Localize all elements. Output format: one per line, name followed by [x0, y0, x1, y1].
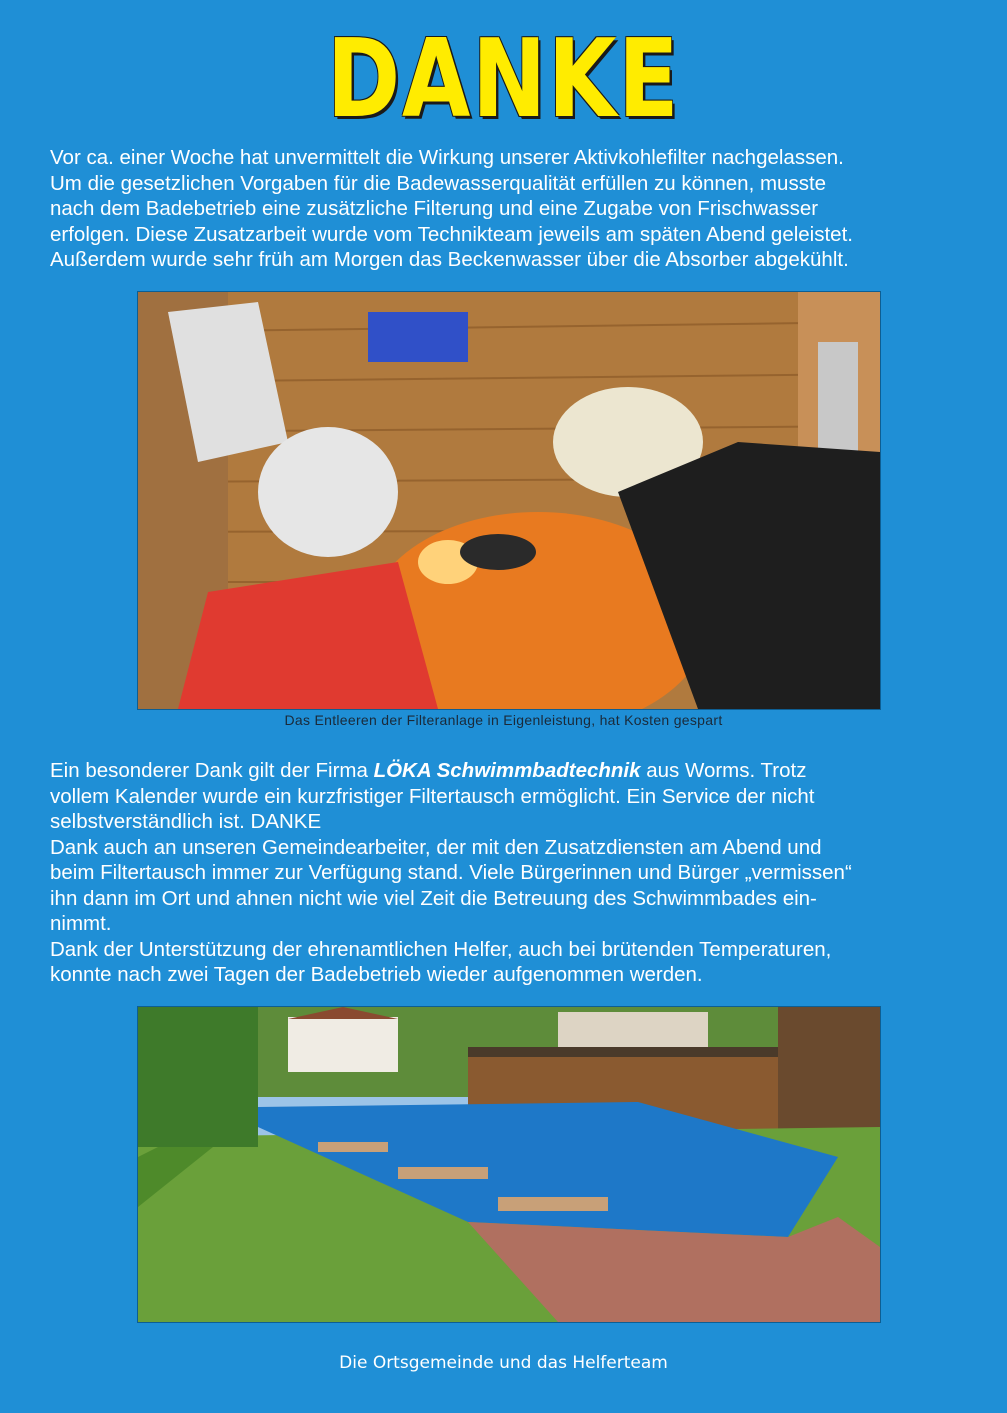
- swimming-pool-photo: [137, 1006, 881, 1323]
- thanks-line: Dank der Unterstützung der ehrenamtlichen Helfer, auch bei brütenden Temperaturen,: [50, 937, 832, 961]
- intro-line: erfolgen. Diese Zusatzarbeit wurde vom Technikteam jeweils am späten Abend geleistet.: [50, 222, 853, 246]
- photo-caption: Das Entleeren der Filteranlage in Eigenleistung, hat Kosten gespart: [284, 712, 723, 728]
- thanks-line: nimmt.: [50, 912, 112, 935]
- footer-signature: Die Ortsgemeinde und das Helferteam: [339, 1353, 668, 1373]
- thanks-paragraph: [50, 758, 960, 988]
- intro-line: Vor ca. einer Woche hat unvermittelt die Wirkung unserer Aktivkohlefilter nachgelassen.: [50, 146, 844, 169]
- intro-line: Außerdem wurde sehr früh am Morgen das Beckenwasser über die Absorber abgekühlt.: [50, 248, 849, 271]
- thanks-line: vollem Kalender wurde ein kurzfristiger Filtertausch ermöglicht. Ein Service der nicht: [50, 784, 815, 808]
- thanks-line: selbstverständlich ist. DANKE: [50, 810, 322, 833]
- thanks-line: konnte nach zwei Tagen der Badebetrieb wieder aufgenommen werden.: [50, 963, 703, 986]
- thanks-line: Ein besonderer Dank gilt der Firma LÖKA Schwimmbadtechnik aus Worms. Trotz: [50, 759, 807, 782]
- filter-work-photo: [137, 291, 881, 710]
- intro-line: Um die gesetzlichen Vorgaben für die Badewasserqualität erfüllen zu können, musste: [50, 171, 827, 195]
- thanks-line: Dank auch an unseren Gemeindearbeiter, der mit den Zusatzdiensten am Abend und: [50, 835, 822, 859]
- company-name: LÖKA Schwimmbadtechnik: [373, 759, 641, 782]
- intro-line: nach dem Badebetrieb eine zusätzliche Filterung und eine Zugabe von Frischwasser: [50, 197, 819, 220]
- thanks-line: ihn dann im Ort und ahnen nicht wie viel Zeit die Betreuung des Schwimmbades ein-: [50, 886, 817, 910]
- page-title: DANKE: [326, 17, 681, 142]
- thanks-line: beim Filtertausch immer zur Verfügung stand. Viele Bürgerinnen und Bürger „vermissen“: [50, 861, 852, 884]
- intro-paragraph: [50, 145, 960, 273]
